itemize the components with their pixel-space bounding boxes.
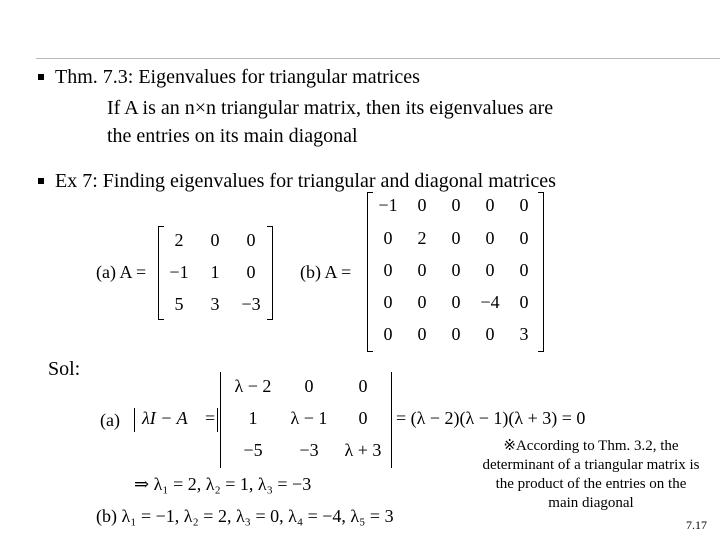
matrix-a-cell: 0 (246, 230, 256, 250)
matrix-b-label: (b) A = (300, 262, 352, 282)
det-cell: −3 (299, 440, 319, 460)
matrix-b-cell: −4 (480, 292, 500, 312)
matrix-b-cell: 0 (417, 260, 427, 280)
matrix-a-cell: 0 (210, 230, 220, 250)
matrix-b-cell: 0 (417, 324, 427, 344)
matrix-b-cell: 0 (383, 292, 393, 312)
abs-left-bar (134, 408, 135, 432)
solution-label: Sol: (48, 358, 81, 380)
matrix-b-cell: 0 (485, 324, 495, 344)
title-rule (36, 58, 720, 59)
matrix-b-cell: 0 (519, 195, 529, 215)
matrix-b (367, 192, 544, 352)
matrix-a (158, 226, 273, 320)
det-cell: 0 (358, 376, 368, 396)
matrix-b-cell: 0 (417, 292, 427, 312)
det-cell: −5 (243, 440, 263, 460)
det-cell: λ + 3 (344, 440, 382, 460)
matrix-b-cell: 0 (451, 292, 461, 312)
matrix-b-cell: 0 (383, 228, 393, 248)
matrix-b-cell: 0 (451, 324, 461, 344)
det-cell: λ − 2 (234, 376, 272, 396)
matrix-b-cell: 0 (485, 260, 495, 280)
matrix-b-cell: 0 (417, 195, 427, 215)
example-title: Ex 7: Finding eigenvalues for triangular and diagonal matrices (55, 170, 556, 192)
matrix-b-cell: 0 (451, 260, 461, 280)
det-right-bar (391, 372, 392, 468)
matrix-a-cell: 2 (174, 230, 184, 250)
determinant-note: ※According to Thm. 3.2, the determinant of a triangular matrix is the product of the entries on the main diagonal (482, 438, 700, 511)
matrix-b-cell: 0 (383, 324, 393, 344)
matrix-b-cell: 0 (519, 292, 529, 312)
lambda-i-minus-a: λI − A (142, 408, 188, 428)
matrix-b-cell: 3 (519, 324, 529, 344)
solution-a-eigenvalues: ⇒ λ₁ = 2, λ₂ = 1, λ₃ = −3 (134, 474, 312, 494)
matrix-a-cell: 5 (174, 294, 184, 314)
matrix-a-cell: 1 (210, 262, 220, 282)
matrix-b-cell: 0 (519, 260, 529, 280)
solution-a-prefix: (a) (100, 410, 120, 430)
matrix-a-cell: −3 (241, 294, 261, 314)
matrix-b-cell: 0 (451, 195, 461, 215)
bullet-example (38, 178, 44, 184)
equals-sign: = (205, 408, 216, 428)
matrix-b-cell: 0 (451, 228, 461, 248)
det-cell: λ − 1 (290, 408, 328, 428)
page-number: 7.17 (686, 518, 707, 532)
matrix-b-cell: −1 (378, 195, 398, 215)
theorem-line-2: the entries on its main diagonal (107, 125, 358, 147)
matrix-b-cell: 0 (519, 228, 529, 248)
det-cell: 0 (358, 408, 368, 428)
theorem-title: Thm. 7.3: Eigenvalues for triangular matrices (55, 66, 420, 88)
theorem-line-1: If A is an n×n triangular matrix, then its eigenvalues are (107, 97, 554, 119)
matrix-a-label: (a) A = (96, 262, 147, 282)
det-left-bar (220, 372, 221, 468)
matrix-b-cell: 2 (417, 228, 427, 248)
matrix-a-cell: 3 (210, 294, 220, 314)
solution-a-result: = (λ − 2)(λ − 1)(λ + 3) = 0 (396, 408, 586, 428)
matrix-b-cell: 0 (383, 260, 393, 280)
matrix-a-cell: 0 (246, 262, 256, 282)
abs-right-bar (217, 408, 218, 432)
matrix-a-cell: −1 (169, 262, 189, 282)
matrix-a-right-bracket (267, 226, 273, 320)
solution-b-eigenvalues: (b) λ₁ = −1, λ₂ = 2, λ₃ = 0, λ₄ = −4, λ₅ = 3 (96, 506, 394, 526)
det-cell: 0 (304, 376, 314, 396)
matrix-b-cell: 0 (485, 195, 495, 215)
matrix-b-cell: 0 (485, 228, 495, 248)
bullet-theorem (38, 74, 44, 80)
determinant-matrix (220, 372, 392, 468)
det-cell: 1 (248, 408, 258, 428)
